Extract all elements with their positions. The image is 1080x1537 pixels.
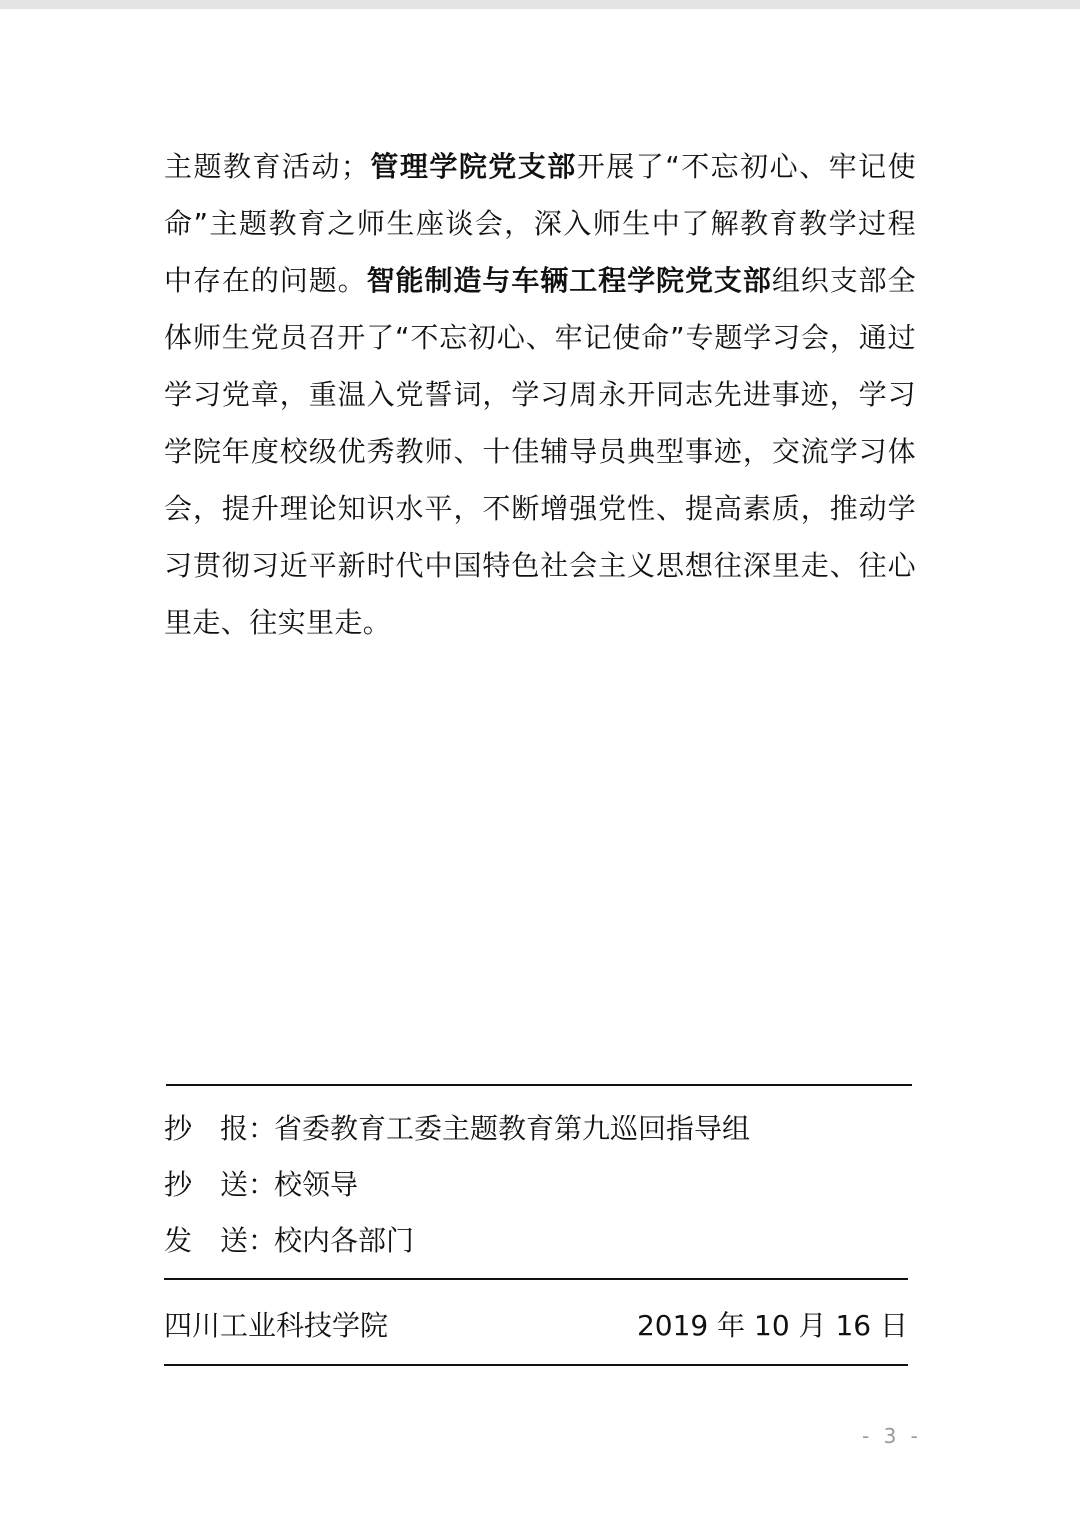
issue-date: 2019 年 10 月 16 日 [636,1309,908,1342]
text-run: 开展了“不忘初心、牢记使命”主题教育之师生座谈会，深入师生中了解教育教学过程中存在的问题。 [164,150,916,297]
page-number: - 3 - [862,1424,922,1448]
distribution-label: 抄 送： [164,1168,277,1201]
bold-branch-name: 管理学院党支部 [369,150,577,183]
text-run: 组织支部全体师生党员召开了“不忘初心、牢记使命”专题学习会，通过学习党章，重温入党誓词，学习周永开同志先进事迹，学习学院年度校级优秀教师、十佳辅导员典型事迹，交流学习体会，提升理论知识水平，不断增强党性、提高素质，推动学习贯彻习近平新时代中国特色社会主义思想往深里走、往心里走、往实里走。 [164,264,916,639]
distribution-value: 校内各部门 [274,1224,415,1257]
divider-line [164,1278,908,1280]
top-bar [0,0,1080,9]
distribution-send-row [164,1221,908,1261]
issuer-footer [164,1306,908,1346]
distribution-report-row [164,1109,908,1149]
distribution-value: 省委教育工委主题教育第九巡回指导组 [274,1112,751,1145]
body-paragraph [164,138,916,651]
distribution-copy-row [164,1165,908,1205]
text-run: 主题教育活动； [164,150,370,183]
bold-branch-name: 智能制造与车辆工程学院党支部 [366,264,772,297]
issuer-name: 四川工业科技学院 [164,1309,389,1342]
distribution-label: 发 送： [164,1224,277,1257]
divider-line [166,1084,912,1086]
distribution-value: 校领导 [274,1168,359,1201]
distribution-label: 抄 报： [164,1112,277,1145]
divider-line [164,1364,908,1366]
